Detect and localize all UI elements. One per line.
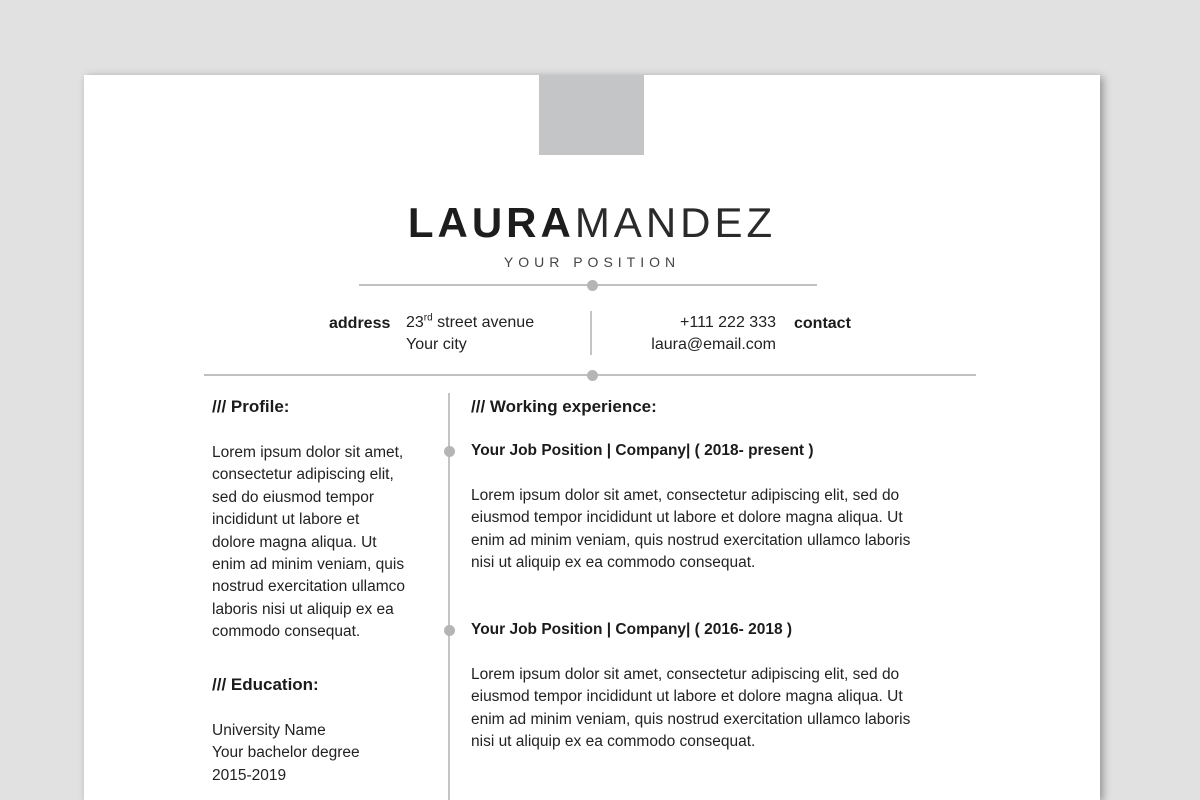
profile-heading: /// Profile: [212,397,290,416]
job-title-2: Your Job Position | Company| ( 2016- 2018 ) [471,621,793,638]
profile-line: enim ad minim veniam, quis [212,556,405,574]
timeline-dot-1 [444,446,455,457]
street-name: street avenue [432,314,535,331]
address-city: Your city [406,336,467,353]
job-line: nisi ut aliquip ex ea commodo consequat. [471,554,756,572]
job-line: nisi ut aliquip ex ea commodo consequat. [471,733,756,751]
contact-label: contact [794,315,851,332]
address-street [406,312,534,334]
timeline-dot-2 [444,625,455,636]
first-name: LAURA [407,199,575,246]
experience-heading: /// Working experience: [471,397,657,416]
contact-separator [590,311,592,355]
job-description-2 [471,664,991,754]
contact-email: laura@email.com [651,336,776,353]
education-text [212,720,442,787]
job-line: eiusmod tempor incididunt ut labore et dolore magna aliqua. Ut [471,688,903,706]
education-heading: /// Education: [212,675,319,694]
job-line: Lorem ipsum dolor sit amet, consectetur adipiscing elit, sed do [471,666,900,683]
profile-line: commodo consequat. [212,623,361,641]
job-line: enim ad minim veniam, quis nostrud exercitation ullamco laboris [471,710,911,728]
profile-line: sed do eiusmod tempor [212,488,374,506]
job-line: Lorem ipsum dolor sit amet, consectetur adipiscing elit, sed do [471,487,900,504]
profile-line: dolore magna aliqua. Ut [212,533,377,551]
profile-line: nostrud exercitation ullamco [212,578,405,596]
job-title-1: Your Job Position | Company| ( 2018- present ) [471,442,814,459]
resume-name [84,198,1100,248]
education-line: Your bachelor degree [212,744,360,762]
last-name: MANDEZ [574,199,777,246]
header-divider-dot [587,280,598,291]
street-number: 23 [406,314,424,331]
profile-line: laboris nisi ut aliquip ex ea [212,600,394,618]
job-position-subtitle: YOUR POSITION [503,254,681,270]
street-suffix: rd [423,312,433,324]
resume-sheet [84,75,1100,800]
photo-placeholder [539,75,644,155]
section-divider-dot [587,370,598,381]
job-line: eiusmod tempor incididunt ut labore et dolore magna aliqua. Ut [471,509,903,527]
job-description-1 [471,485,991,575]
profile-line: consectetur adipiscing elit, [212,466,394,484]
contact-phone: +111 222 333 [680,314,776,331]
education-line: 2015-2019 [212,766,287,784]
address-label: address [329,315,391,332]
education-line: University Name [212,722,326,739]
job-line: enim ad minim veniam, quis nostrud exercitation ullamco laboris [471,531,911,549]
profile-text [212,442,442,644]
profile-line: Lorem ipsum dolor sit amet, [212,444,404,461]
profile-line: incididunt ut labore et [212,511,360,529]
